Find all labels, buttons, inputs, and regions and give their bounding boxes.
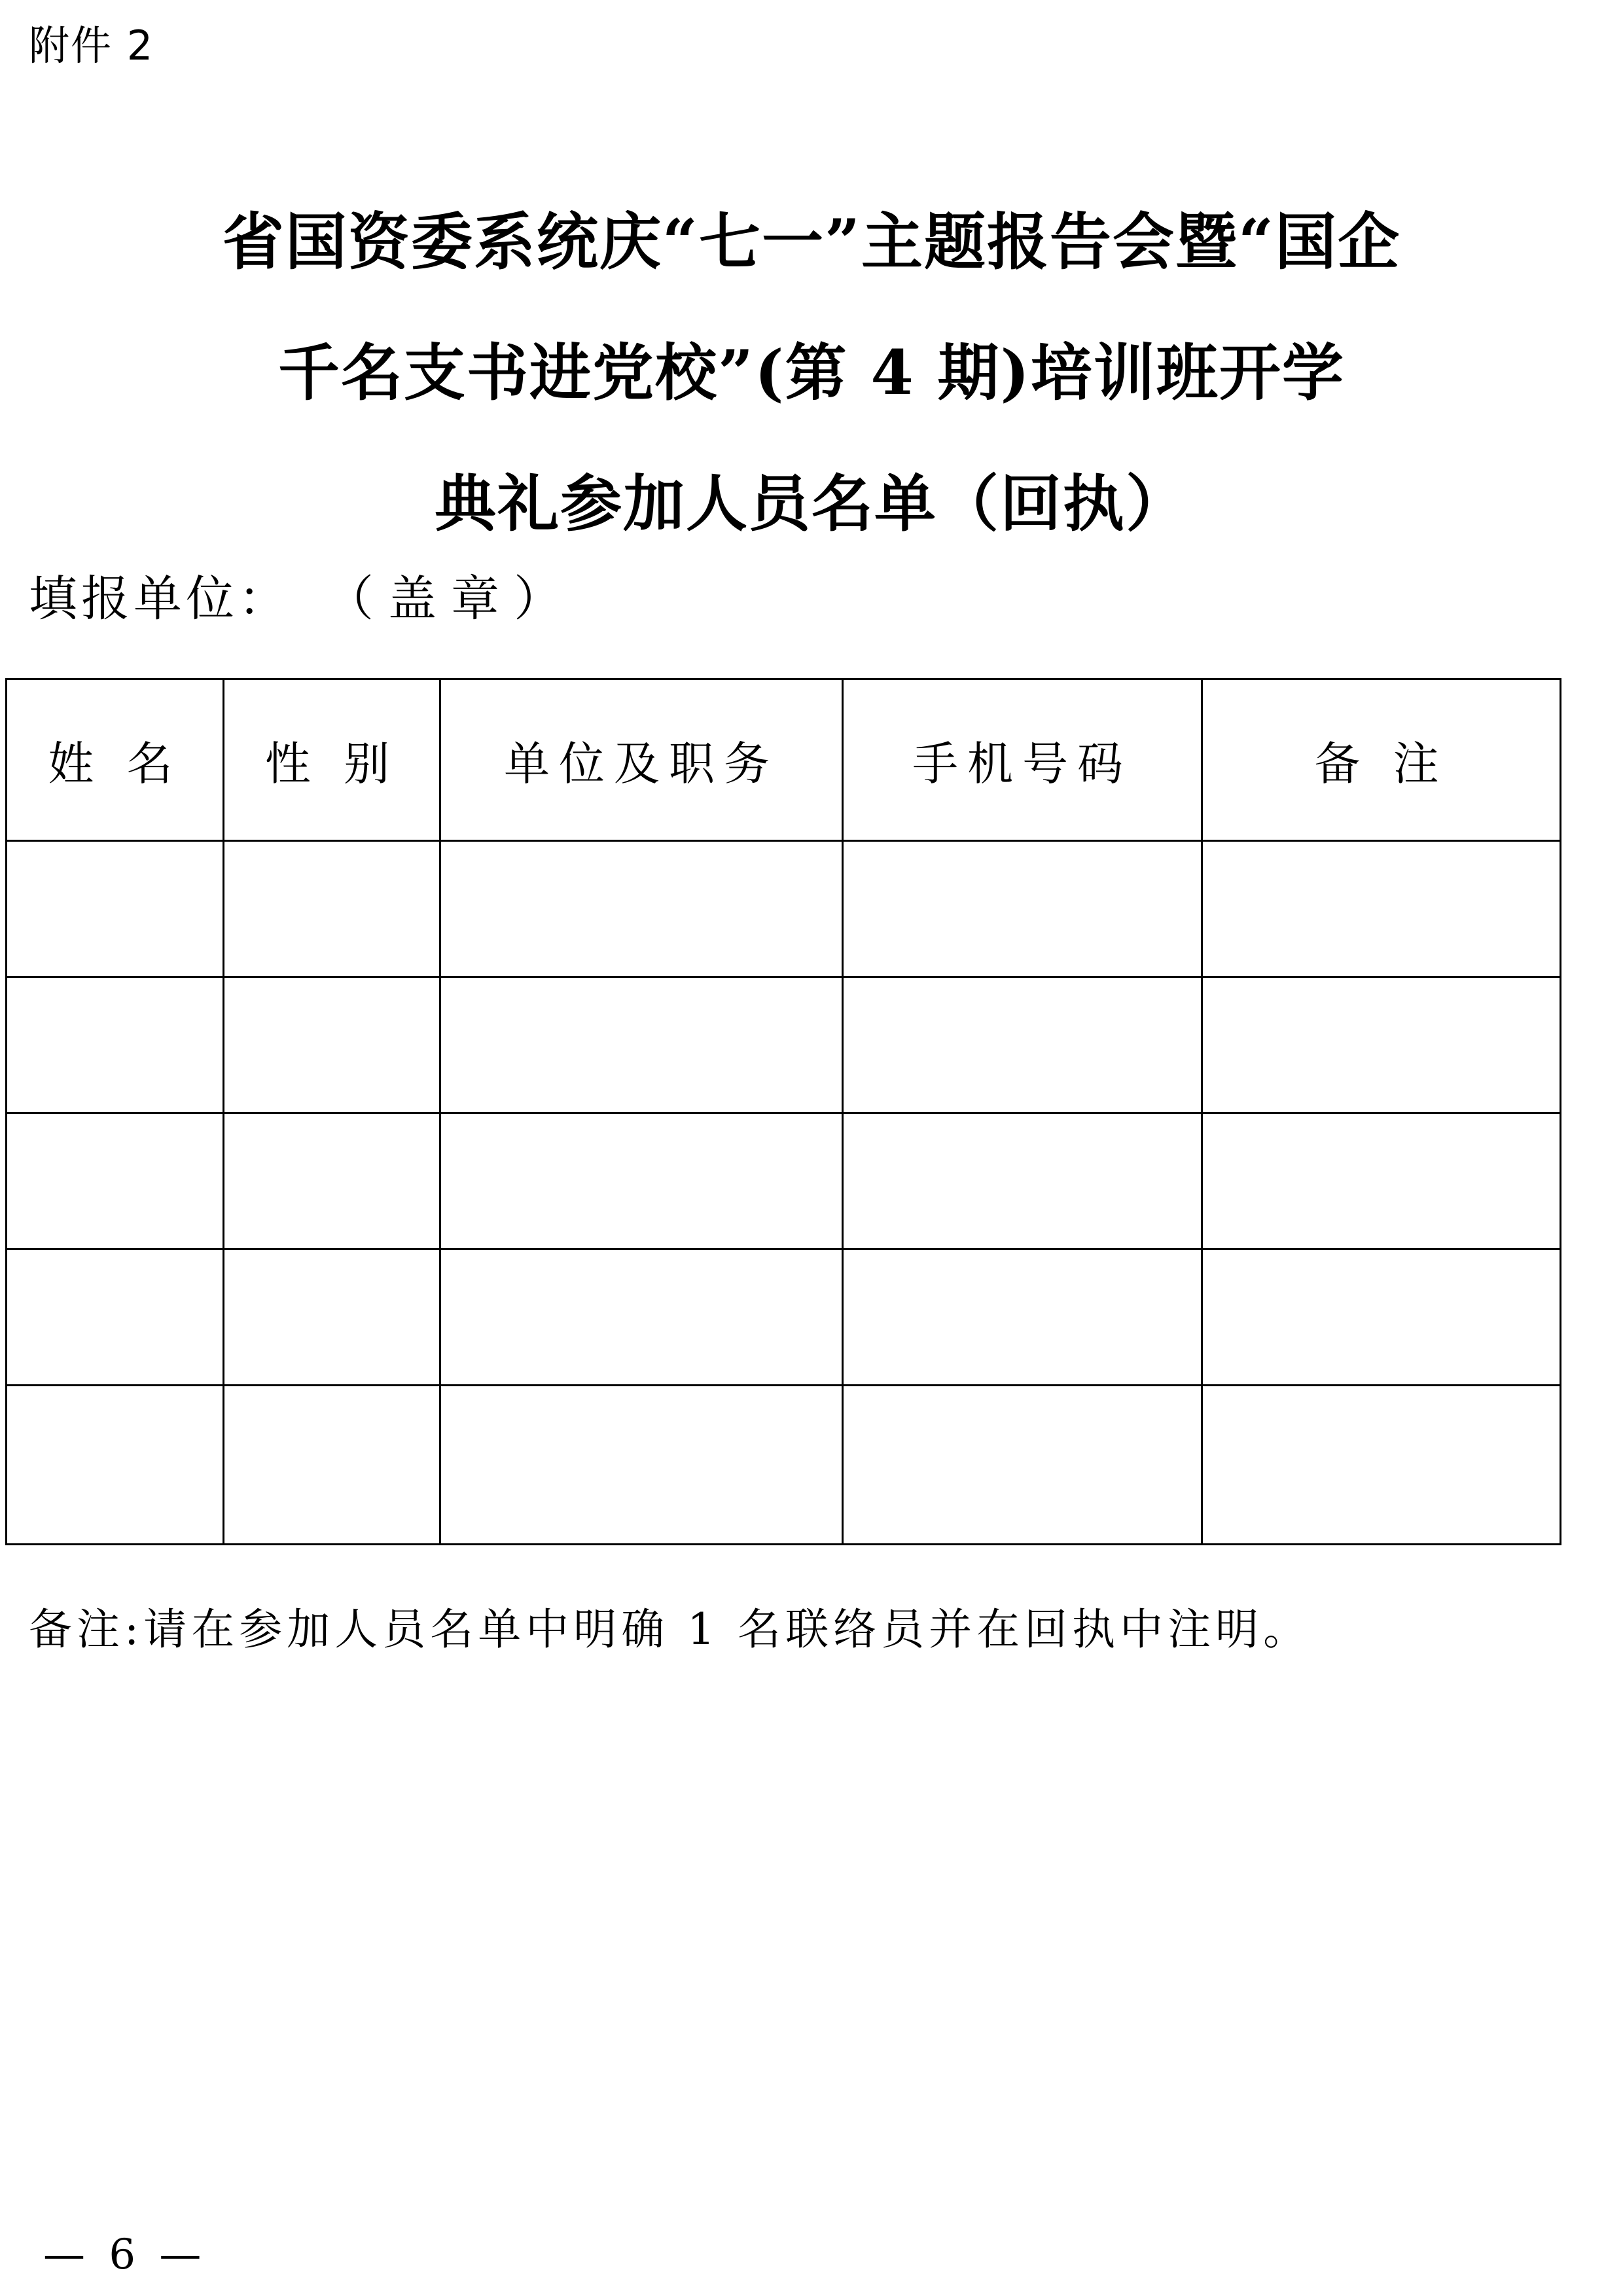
header-gender: 性 别 [224,679,440,841]
footnote: 备注:请在参加人员名单中明确 1 名联络员并在回执中注明。 [29,1604,1311,1655]
remarks-cell[interactable] [1202,841,1561,977]
title-line-3: 典礼参加人员名单（回执） [434,468,1188,540]
name-cell[interactable] [7,1249,224,1386]
header-mobile: 手机号码 [843,679,1202,841]
gender-cell[interactable] [224,1113,440,1249]
gender-cell[interactable] [224,1386,440,1545]
gender-cell[interactable] [224,841,440,977]
attendee-table [5,678,1561,1545]
remarks-cell[interactable] [1202,977,1561,1113]
remarks-cell[interactable] [1202,1113,1561,1249]
unit-position-cell[interactable] [440,1113,843,1249]
unit-position-cell[interactable] [440,1386,843,1545]
gender-cell[interactable] [224,977,440,1113]
table-row [7,1386,1561,1545]
name-cell[interactable] [7,1386,224,1545]
name-cell[interactable] [7,977,224,1113]
title-line-2: 千名支书进党校”(第 4 期)培训班开学 [278,337,1345,409]
remarks-cell[interactable] [1202,1386,1561,1545]
document-title [0,177,1623,569]
mobile-cell[interactable] [843,841,1202,977]
mobile-cell[interactable] [843,1386,1202,1545]
table-header-row [7,679,1561,841]
mobile-cell[interactable] [843,1249,1202,1386]
table-row [7,1113,1561,1249]
fill-unit-label: 填报单位： [29,571,291,627]
table-row [7,841,1561,977]
attachment-label: 附件 2 [29,22,154,69]
fill-unit-line [29,563,577,635]
unit-position-cell[interactable] [440,841,843,977]
mobile-cell[interactable] [843,977,1202,1113]
header-unit-position: 单位及职务 [440,679,843,841]
title-line-1: 省国资委系统庆“七一”主题报告会暨“国企 [222,206,1401,278]
remarks-cell[interactable] [1202,1249,1561,1386]
name-cell[interactable] [7,841,224,977]
header-name: 姓 名 [7,679,224,841]
table-row [7,977,1561,1113]
page-number: — 6 — [43,2231,207,2279]
gender-cell[interactable] [224,1249,440,1386]
name-cell[interactable] [7,1113,224,1249]
seal-placeholder: （盖章） [349,571,577,627]
unit-position-cell[interactable] [440,1249,843,1386]
table-row [7,1249,1561,1386]
mobile-cell[interactable] [843,1113,1202,1249]
header-remarks: 备 注 [1202,679,1561,841]
unit-position-cell[interactable] [440,977,843,1113]
